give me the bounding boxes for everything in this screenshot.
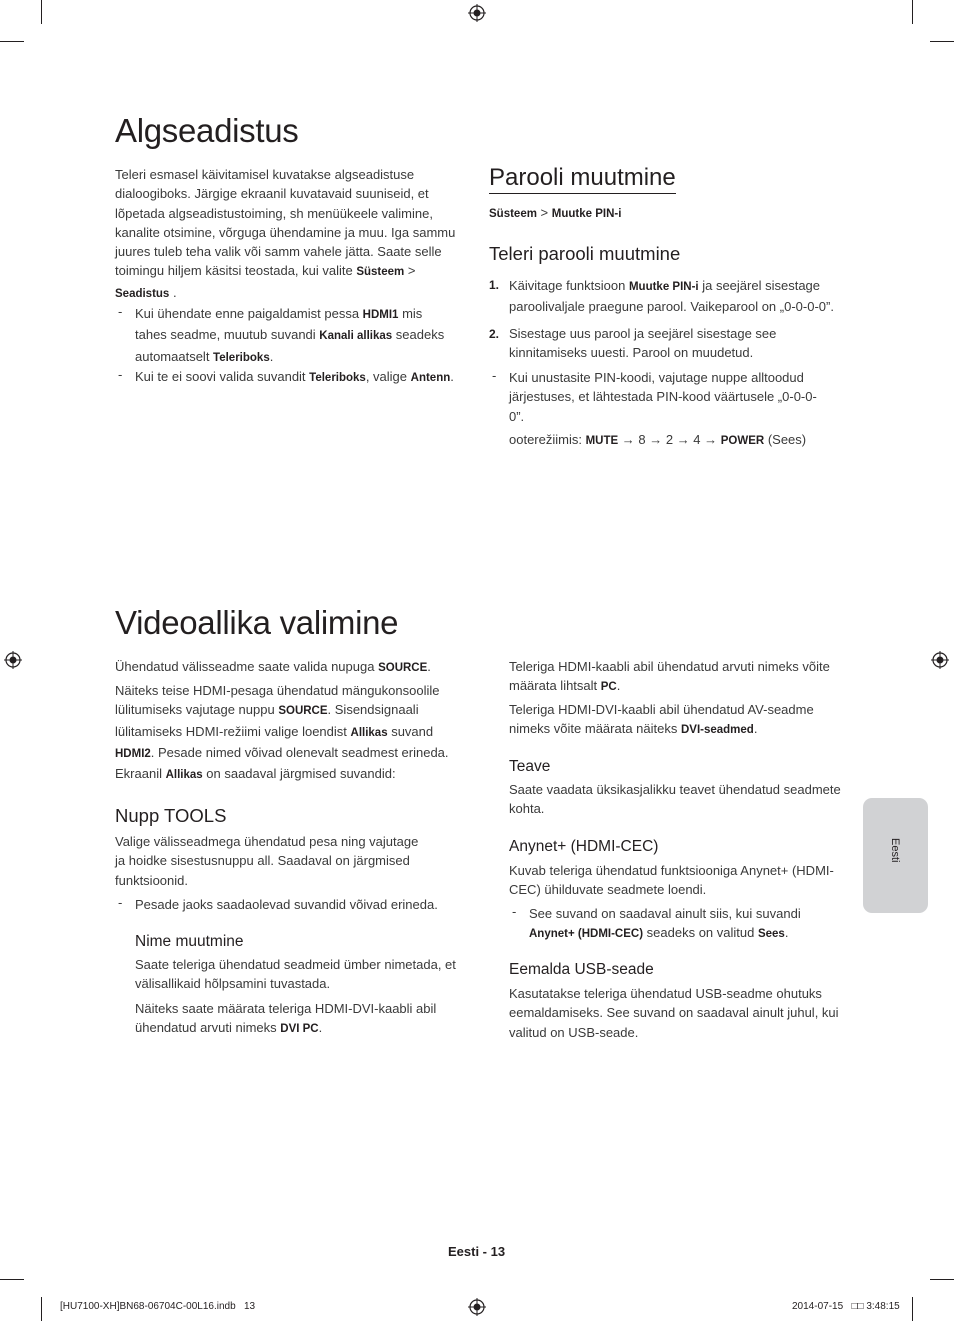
intro-line: lõpetada algseadistustoiming, sh menüükeele valimine, <box>115 205 433 221</box>
intro-paragraph <box>115 165 460 304</box>
step-number: 1. <box>489 278 500 292</box>
crop-mark <box>0 1279 24 1280</box>
usb-paragraph: Kasutatakse teleriga ühendatud USB-seadme ohutuks eemaldamiseks. See suvand on saadaval ainult juhul, kui valitud on USB-seade. <box>509 986 839 1040</box>
registration-mark-icon <box>468 4 486 22</box>
page-number: Eesti - 13 <box>448 1244 506 1259</box>
dvi-paragraph: Teleriga HDMI-DVI-kaabli abil ühendatud AV-seadme nimeks võite määrata näiteks DVI-seadmed. <box>509 702 814 737</box>
step-1: Käivitage funktsioon Muutke PIN-i ja seejärel sisestage paroolivaljale praegune parool. Vaikeparool on „0-0-0-0”. <box>509 278 834 315</box>
page-title-algseadistus: Algseadistus <box>115 112 299 149</box>
footer-file-info: [HU7100-XH]BN68-06704C-00L16.indb 13 <box>60 1301 256 1312</box>
options-paragraph: Ekraanil Allikas on saadaval järgmised suvandid: <box>115 766 396 781</box>
crop-mark <box>41 1297 42 1321</box>
info-paragraph: Saate vaadata üksikasjalikku teavet ühendatud seadmete kohta. <box>509 782 841 817</box>
registration-mark-icon <box>4 651 22 669</box>
step-2: Sisestage uus parool ja seejärel sisestage see kinnitamiseks uuesti. Parool on muudetud. <box>509 326 777 361</box>
menu-path-system: Süsteem <box>356 266 405 279</box>
subheading-info: Teave <box>509 758 551 775</box>
intro-line: Teleri esmasel käivitamisel kuvatakse algseadistuse <box>115 167 415 182</box>
intro-line: juures tuleb teha valik või samm vahele jätta. Saate selle <box>115 244 442 260</box>
subheading-remove-usb: Eemalda USB-seade <box>509 961 654 978</box>
tools-paragraph: Valige välisseadmega ühendatud pesa ning vajutage ja hoidke sisestusnuppu all. Saadaval on järgmised funktsioonid. <box>115 834 419 888</box>
intro-line: kanalite otsimine, võrguga ühendamine ja muu. Iga sammu <box>115 224 456 240</box>
intro-line: dialoogiboks. Järgige ekraanil kuvatavaid suuniseid, et <box>115 186 429 202</box>
registration-mark-icon <box>468 1298 486 1316</box>
note-dash: - <box>118 304 123 319</box>
note-dash: - <box>512 904 517 919</box>
subheading-anynet: Anynet+ (HDMI-CEC) <box>509 838 659 855</box>
crop-mark <box>912 0 913 24</box>
registration-mark-icon <box>931 651 949 669</box>
example-paragraph: Näiteks teise HDMI-pesaga ühendatud mängukonsoolile lülitumiseks vajutage nuppu SOURCE. Sisendsignaali lülitamiseks HDMI-režiimi valige loendist Allikas suvand HDMI2. Pesade nimed võivad olenevalt seadmest erineda. <box>115 683 449 760</box>
intro-line: toimingu hiljem käsitsi teostada, kui valite Süsteem > <box>115 263 416 279</box>
pc-paragraph: Teleriga HDMI-kaabli abil ühendatud arvuti nimeks võite määrata lihtsalt PC. <box>509 659 830 694</box>
note-forgot-pin: Kui unustasite PIN-koodi, vajutage nuppe alltoodud järjestuses, et lähtestada PIN-kood väärtusele „0-0-0- 0”. <box>509 370 817 424</box>
language-tab <box>863 798 928 913</box>
menu-path-setup: Seadistus <box>115 287 170 300</box>
note-antenna: Kui te ei soovi valida suvandit Teleriboks, valige Antenn. <box>135 369 454 384</box>
language-tab-label: Eesti <box>889 838 901 863</box>
note-dash: - <box>118 367 123 382</box>
section-heading-password: Parooli muutmine <box>489 164 676 194</box>
intro-line: Seadistus . <box>115 284 177 300</box>
subheading-tools: Nupp TOOLS <box>115 805 227 826</box>
step-number: 2. <box>489 327 500 341</box>
crop-mark <box>0 41 24 42</box>
menu-path: Süsteem > Muutke PIN-i <box>489 205 622 220</box>
rename-paragraph: Saate teleriga ühendatud seadmeid ümber nimetada, et välisallikaid hõlpsamini tuvastada. <box>135 957 456 992</box>
page-title-videoallika: Videoallika valimine <box>115 604 399 641</box>
anynet-paragraph: Kuvab teleriga ühendatud funktsiooniga Anynet+ (HDMI- CEC) ühilduvate seadmete loendi. <box>509 863 834 898</box>
subheading-change-pin: Teleri parooli muutmine <box>489 243 681 264</box>
anynet-note: See suvand on saadaval ainult siis, kui suvandi Anynet+ (HDMI-CEC) seadeks on valitud Sees. <box>529 906 801 941</box>
standby-sequence: ooterežiimis: MUTE → 8 → 2 → 4 → POWER (Sees) <box>509 432 807 447</box>
subheading-rename: Nime muutmine <box>135 933 244 950</box>
crop-mark <box>41 0 42 24</box>
crop-mark <box>912 1297 913 1321</box>
note-dash: - <box>492 368 497 383</box>
rename-example: Näiteks saate määrata teleriga HDMI-DVI-kaabli abil ühendatud arvuti nimeks DVI PC. <box>135 1001 437 1036</box>
note-dash: - <box>118 895 123 910</box>
note-hdmi1: Kui ühendate enne paigaldamist pessa HDMI1 mis tahes seadme, muutub suvandi Kanali allikas seadeks automaatselt Teleriboks. <box>135 306 445 364</box>
footer-timestamp: 2014-07-15 □□ 3:48:15 <box>792 1301 900 1312</box>
tools-note: Pesade jaoks saadaolevad suvandid võivad erineda. <box>135 897 438 912</box>
crop-mark <box>930 1279 954 1280</box>
source-paragraph: Ühendatud välisseadme saate valida nupuga SOURCE. <box>115 659 431 674</box>
crop-mark <box>930 41 954 42</box>
